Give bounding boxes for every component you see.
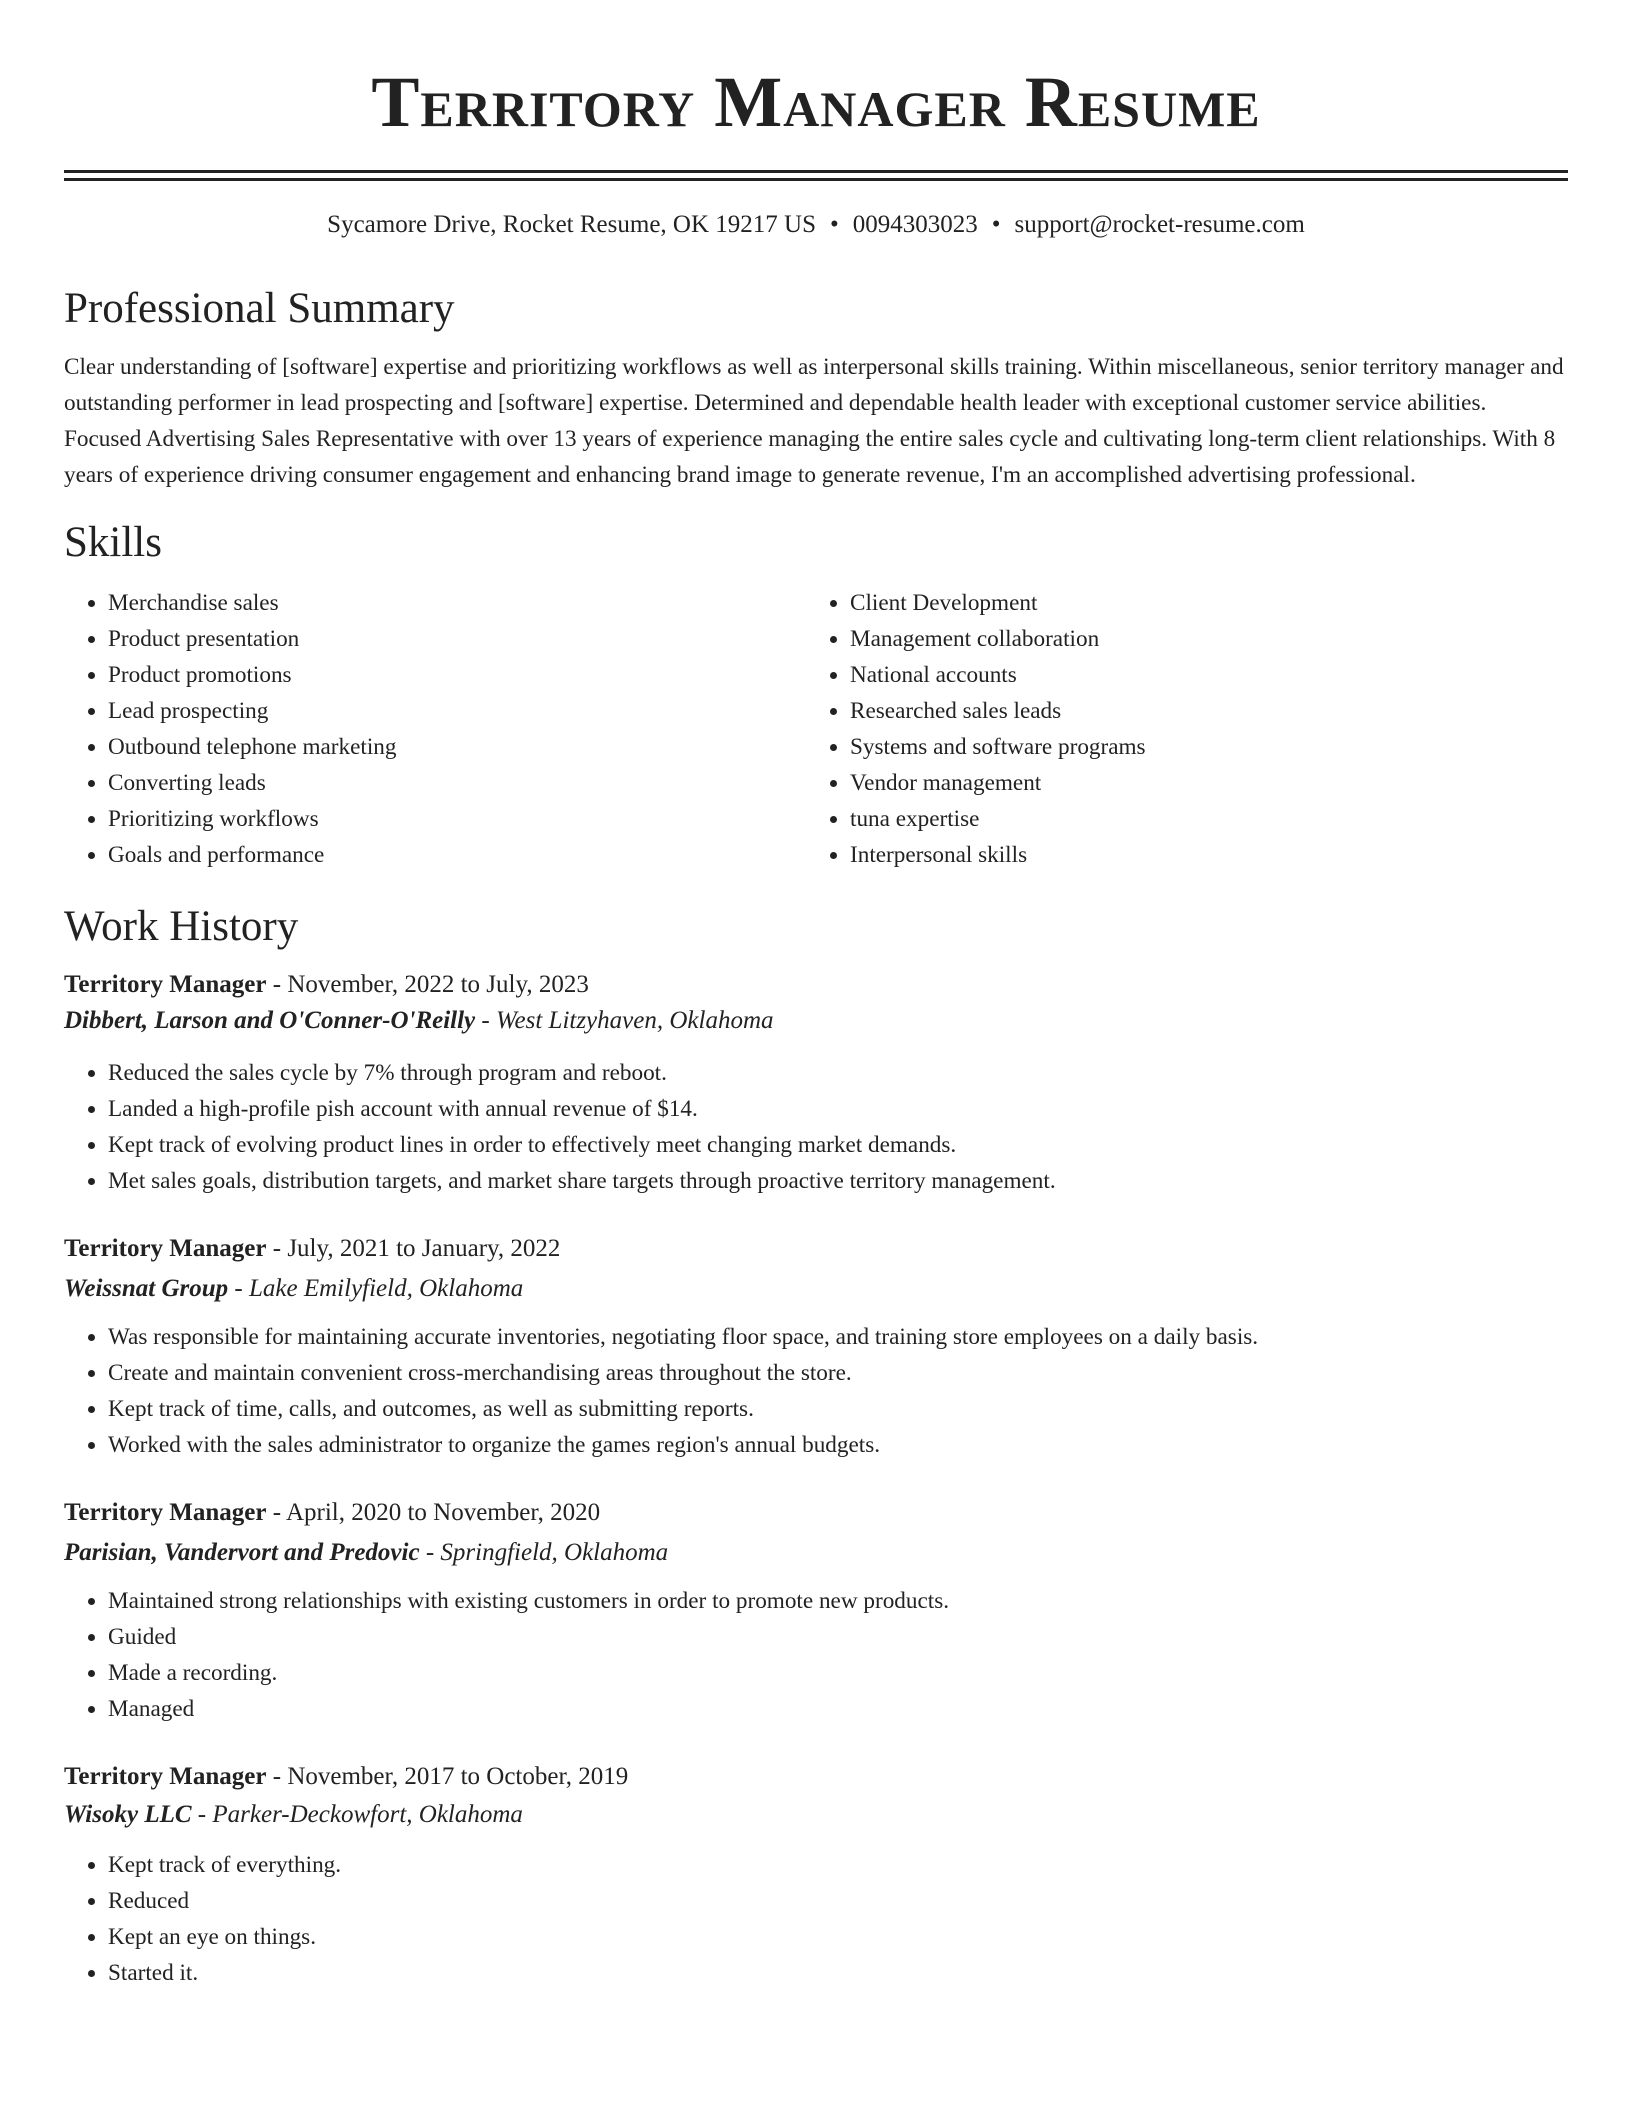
job-bullets [64, 1319, 1568, 1463]
job-bullet: • Started it. [108, 1955, 1568, 1991]
job-bullet: • Met sales goals, distribution targets, and market share targets through proactive territory management. [108, 1163, 1568, 1199]
job-dash: - [266, 971, 288, 998]
job-location: Lake Emilyfield, Oklahoma [249, 1275, 524, 1302]
job-bullet: • Worked with the sales administrator to organize the games region's annual budgets. [108, 1427, 1568, 1463]
skill-item: • Prioritizing workflows [108, 801, 806, 837]
job-location: Parker-Deckowfort, Oklahoma [212, 1801, 523, 1828]
work-history-heading: Work History [64, 903, 299, 950]
skill-item: • tuna expertise [850, 801, 1548, 837]
job-bullet: • Made a recording. [108, 1655, 1568, 1691]
job-company: Dibbert, Larson and O'Conner-O'Reilly [64, 1007, 476, 1034]
job-company: Parisian, Vandervort and Predovic [64, 1539, 420, 1566]
job-role: Territory Manager [64, 1763, 267, 1790]
job-role: Territory Manager [64, 1235, 267, 1262]
summary-heading: Professional Summary [64, 285, 455, 332]
skills-heading: Skills [64, 519, 162, 566]
skill-item: • National accounts [850, 657, 1548, 693]
job-dash: - [266, 1235, 288, 1262]
job-dates: July, 2021 to January, 2022 [287, 1235, 561, 1262]
skill-item: • Vendor management [850, 765, 1548, 801]
page-title: Territory Manager Resume [371, 62, 1261, 142]
job-entry [64, 1231, 1568, 1463]
job-company-line [64, 1271, 1568, 1307]
skill-item: • Converting leads [108, 765, 806, 801]
job-role: Territory Manager [64, 1499, 267, 1526]
job-dates: November, 2022 to July, 2023 [287, 971, 589, 998]
job-role: Territory Manager [64, 971, 267, 998]
job-bullet: • Guided [108, 1619, 1568, 1655]
job-bullet: • Reduced [108, 1883, 1568, 1919]
summary-text: Clear understanding of [software] expertise and prioritizing workflows as well as interpersonal skills training. Within miscellaneous, senior territory manager and outstanding performer in lead prospecting and [software] expertise. Determined and dependable health leader with exceptional customer service abilities. Focused Advertising Sales Representative with over 13 years of experience managing the entire sales cycle and cultivating long-term client relationships. With 8 years of experience driving consumer engagement and enhancing brand image to generate revenue, I'm an accomplished advertising professional. [64, 354, 1564, 488]
job-bullet: • Create and maintain convenient cross-merchandising areas throughout the store. [108, 1355, 1568, 1391]
contact-separator: • [829, 211, 839, 238]
skills-column-right [806, 585, 1548, 873]
resume-page [64, 0, 1568, 1991]
job-bullet: • Maintained strong relationships with existing customers in order to promote new products. [108, 1583, 1568, 1619]
skill-item: • Lead prospecting [108, 693, 806, 729]
job-company-line [64, 1535, 1568, 1571]
job-bullets [64, 1055, 1568, 1199]
contact-separator: • [991, 211, 1001, 238]
skills-list [64, 585, 1568, 873]
job-company-line [64, 1797, 1568, 1833]
job-bullet: • Reduced the sales cycle by 7% through program and reboot. [108, 1055, 1568, 1091]
job-dash: - [228, 1275, 249, 1302]
job-dates: November, 2017 to October, 2019 [287, 1763, 629, 1790]
job-title-line [64, 1759, 1568, 1795]
skill-item: • Management collaboration [850, 621, 1548, 657]
skill-item: • Product promotions [108, 657, 806, 693]
job-title-line [64, 1231, 1568, 1267]
skill-item: • Interpersonal skills [850, 837, 1548, 873]
job-bullet: • Kept an eye on things. [108, 1919, 1568, 1955]
job-bullets [64, 1847, 1568, 1991]
skill-item: • Product presentation [108, 621, 806, 657]
job-location: Springfield, Oklahoma [440, 1539, 669, 1566]
contact-phone: 0094303023 [852, 211, 978, 238]
job-dash: - [266, 1499, 286, 1526]
job-entry [64, 1495, 1568, 1727]
job-entry [64, 967, 1568, 1199]
job-dash: - [266, 1763, 288, 1790]
job-dash: - [191, 1801, 213, 1828]
job-dates: April, 2020 to November, 2020 [285, 1499, 601, 1526]
job-bullet: • Kept track of time, calls, and outcomes, as well as submitting reports. [108, 1391, 1568, 1427]
title-double-rule [64, 170, 1568, 181]
job-title-line [64, 967, 1568, 1003]
job-dash: - [475, 1007, 496, 1034]
contact-line [64, 209, 1568, 241]
skill-item: • Systems and software programs [850, 729, 1548, 765]
skill-item: • Researched sales leads [850, 693, 1548, 729]
job-bullet: • Kept track of everything. [108, 1847, 1568, 1883]
skill-item: • Merchandise sales [108, 585, 806, 621]
job-bullet: • Landed a high-profile pish account with annual revenue of $14. [108, 1091, 1568, 1127]
job-bullet: • Managed [108, 1691, 1568, 1727]
job-company: Weissnat Group [64, 1275, 229, 1302]
contact-email: support@rocket-resume.com [1014, 211, 1305, 238]
skill-item: • Goals and performance [108, 837, 806, 873]
job-bullet: • Was responsible for maintaining accurate inventories, negotiating floor space, and training store employees on a daily basis. [108, 1319, 1568, 1355]
job-company: Wisoky LLC [64, 1801, 192, 1828]
job-bullets [64, 1583, 1568, 1727]
job-location: West Litzyhaven, Oklahoma [495, 1007, 774, 1034]
job-dash: - [419, 1539, 441, 1566]
skill-item: • Client Development [850, 585, 1548, 621]
job-title-line [64, 1495, 1568, 1531]
job-company-line [64, 1003, 1568, 1039]
job-bullet: • Kept track of evolving product lines in order to effectively meet changing market demands. [108, 1127, 1568, 1163]
skills-column-left [64, 585, 806, 873]
skill-item: • Outbound telephone marketing [108, 729, 806, 765]
job-entry [64, 1759, 1568, 1991]
contact-address: Sycamore Drive, Rocket Resume, OK 19217 US [327, 211, 816, 238]
